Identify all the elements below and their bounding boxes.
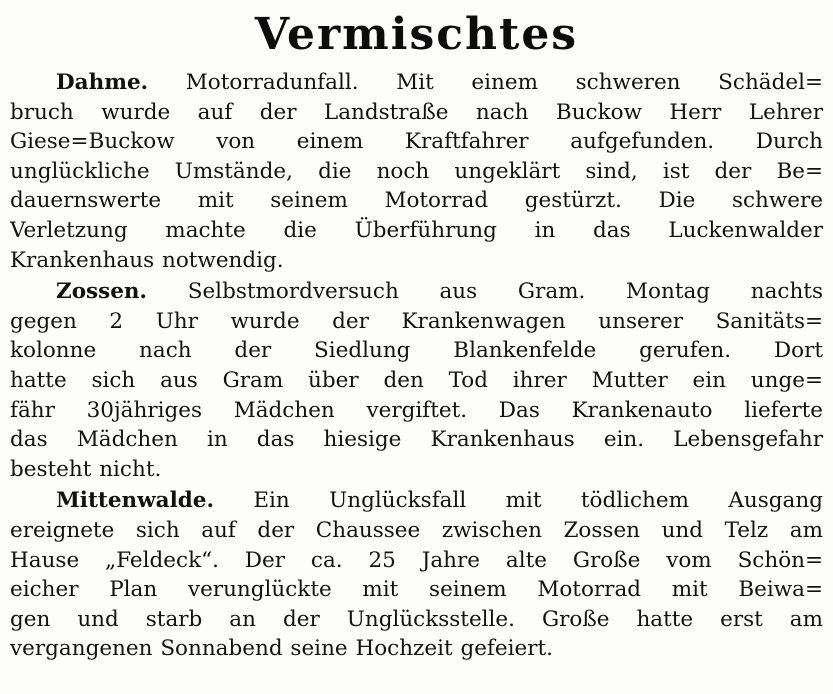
article-line: unglückliche Umstände, die noch ungeklärt sind, ist der Be= — [10, 158, 823, 184]
article-line: besteht nicht. — [10, 456, 162, 482]
article-line: Hause „Feldeck“. Der ca. 25 Jahre alte Große vom Schön= — [10, 547, 823, 573]
section-heading: Vermischtes — [254, 9, 579, 60]
article-mittenwalde — [10, 486, 823, 664]
article-dahme — [10, 68, 823, 275]
article-line: eicher Plan verunglückte mit seinem Motorrad mit Beiwa= — [10, 577, 823, 603]
article-line: Zossen. Selbstmordversuch aus Gram. Montag nachts — [56, 279, 823, 305]
article-line: Verletzung machte die Überführung in das Luckenwalder — [10, 217, 823, 243]
article-line: das Mädchen in das hiesige Krankenhaus ein. Lebensgefahr — [10, 427, 823, 453]
article-line: Giese=Buckow von einem Kraftfahrer aufgefunden. Durch — [10, 129, 823, 155]
article-line: gegen 2 Uhr wurde der Krankenwagen unserer Sanitäts= — [10, 308, 823, 334]
article-line: Dahme. Motorradunfall. Mit einem schweren Schädel= — [56, 70, 823, 95]
article-line: Mittenwalde. Ein Unglücksfall mit tödlichem Ausgang — [56, 488, 823, 514]
article-zossen — [10, 277, 823, 484]
article-line: dauernswerte mit seinem Motorrad gestürzt. Die schwere — [10, 188, 823, 214]
article-line: kolonne nach der Siedlung Blankenfelde gerufen. Dort — [10, 338, 823, 364]
article-placename: Zossen. — [56, 279, 148, 305]
article-line: fähr 30jähriges Mädchen vergiftet. Das Krankenauto lieferte — [10, 397, 823, 423]
article-line: Krankenhaus notwendig. — [10, 247, 284, 273]
article-placename: Dahme. — [56, 70, 149, 95]
article-line: hatte sich aus Gram über den Tod ihrer Mutter ein unge= — [10, 367, 823, 393]
article-line: bruch wurde auf der Landstraße nach Buckow Herr Lehrer — [10, 99, 823, 125]
article-line: ereignete sich auf der Chaussee zwischen Zossen und Telz am — [10, 517, 823, 543]
article-placename: Mittenwalde. — [56, 488, 214, 514]
article-line: vergangenen Sonnabend seine Hochzeit gefeiert. — [10, 636, 553, 662]
article-line: gen und starb an der Unglücksstelle. Große hatte erst am — [10, 606, 823, 632]
